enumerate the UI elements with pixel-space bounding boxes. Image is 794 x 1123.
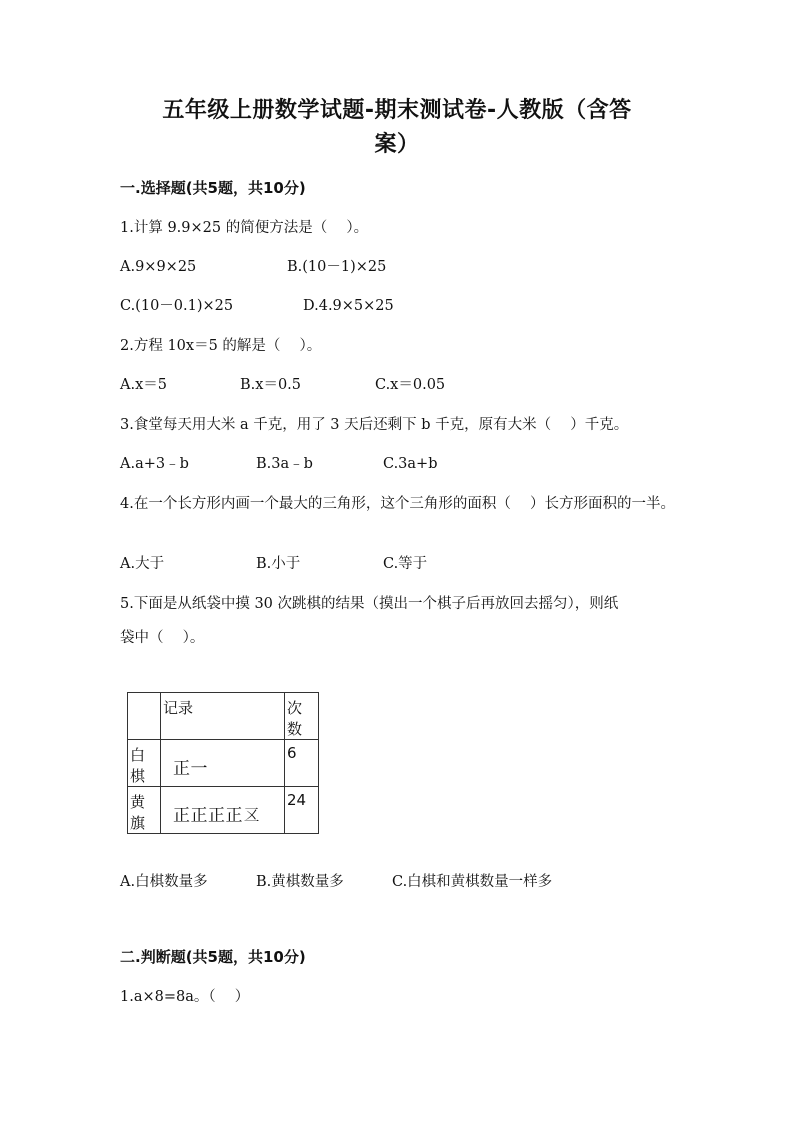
question-5-option-b: B.黄棋数量多 [256, 874, 344, 890]
tally-table [127, 692, 319, 834]
table-header-blank [128, 693, 161, 740]
row-tally-yellow [161, 787, 285, 834]
table-row [128, 787, 319, 834]
tally-marks-white: 正一 [173, 759, 208, 779]
judgment-question-1-stem: 1.a×8=8a。（ ） [120, 989, 250, 1005]
table-row [128, 740, 319, 787]
question-1-option-a: A.9×9×25 [120, 259, 197, 275]
question-4-option-a: A.大于 [120, 556, 165, 572]
question-3-stem: 3.食堂每天用大米 a 千克，用了 3 天后还剩下 b 千克，原有大米（ ）千克。 [120, 417, 629, 433]
question-2-option-c: C.x＝0.05 [375, 377, 446, 393]
row-tally-white [161, 740, 285, 787]
table-header-row [128, 693, 319, 740]
tally-marks-yellow: 正正正正𠄡 [173, 806, 261, 826]
table-header-count: 次数 [285, 693, 319, 740]
row-count-white: 6 [285, 740, 319, 787]
title-line-2: 案） [374, 132, 420, 157]
question-5-stem-line-1: 5.下面是从纸袋中摸 30 次跳棋的结果（摸出一个棋子后再放回去摇匀），则纸 [120, 596, 619, 612]
question-4-option-b: B.小于 [256, 556, 301, 572]
row-label-white: 白棋 [128, 740, 161, 787]
question-3-option-c: C.3a+b [383, 456, 438, 472]
question-1-option-b: B.(10－1)×25 [287, 259, 387, 275]
question-5-option-a: A.白棋数量多 [120, 874, 208, 890]
question-5-option-c: C.白棋和黄棋数量一样多 [392, 874, 553, 890]
section-heading-judgment: 二.判断题(共5题，共10分) [120, 948, 306, 966]
question-2-option-a: A.x＝5 [120, 377, 167, 393]
table-header-record: 记录 [161, 693, 285, 740]
row-label-yellow: 黄旗 [128, 787, 161, 834]
question-4-stem: 4.在一个长方形内画一个最大的三角形，这个三角形的面积（ ）长方形面积的一半。 [120, 496, 675, 512]
question-5-stem-line-2: 袋中（ ）。 [120, 630, 205, 646]
question-1-option-c: C.(10－0.1)×25 [120, 298, 234, 314]
question-2-option-b: B.x＝0.5 [240, 377, 302, 393]
title-line-1: 五年级上册数学试题-期末测试卷-人教版（含答 [162, 98, 632, 123]
section-heading-choice: 一.选择题(共5题，共10分) [120, 179, 306, 197]
row-count-yellow: 24 [285, 787, 319, 834]
question-4-option-c: C.等于 [383, 556, 428, 572]
question-1-option-d: D.4.9×5×25 [303, 298, 394, 314]
question-3-option-b: B.3a﹣b [256, 456, 313, 472]
question-1-stem: 1.计算 9.9×25 的简便方法是（ ）。 [120, 220, 369, 236]
question-3-option-a: A.a+3﹣b [120, 456, 189, 472]
page-title [120, 94, 674, 162]
question-2-stem: 2.方程 10x＝5 的解是（ ）。 [120, 338, 322, 354]
